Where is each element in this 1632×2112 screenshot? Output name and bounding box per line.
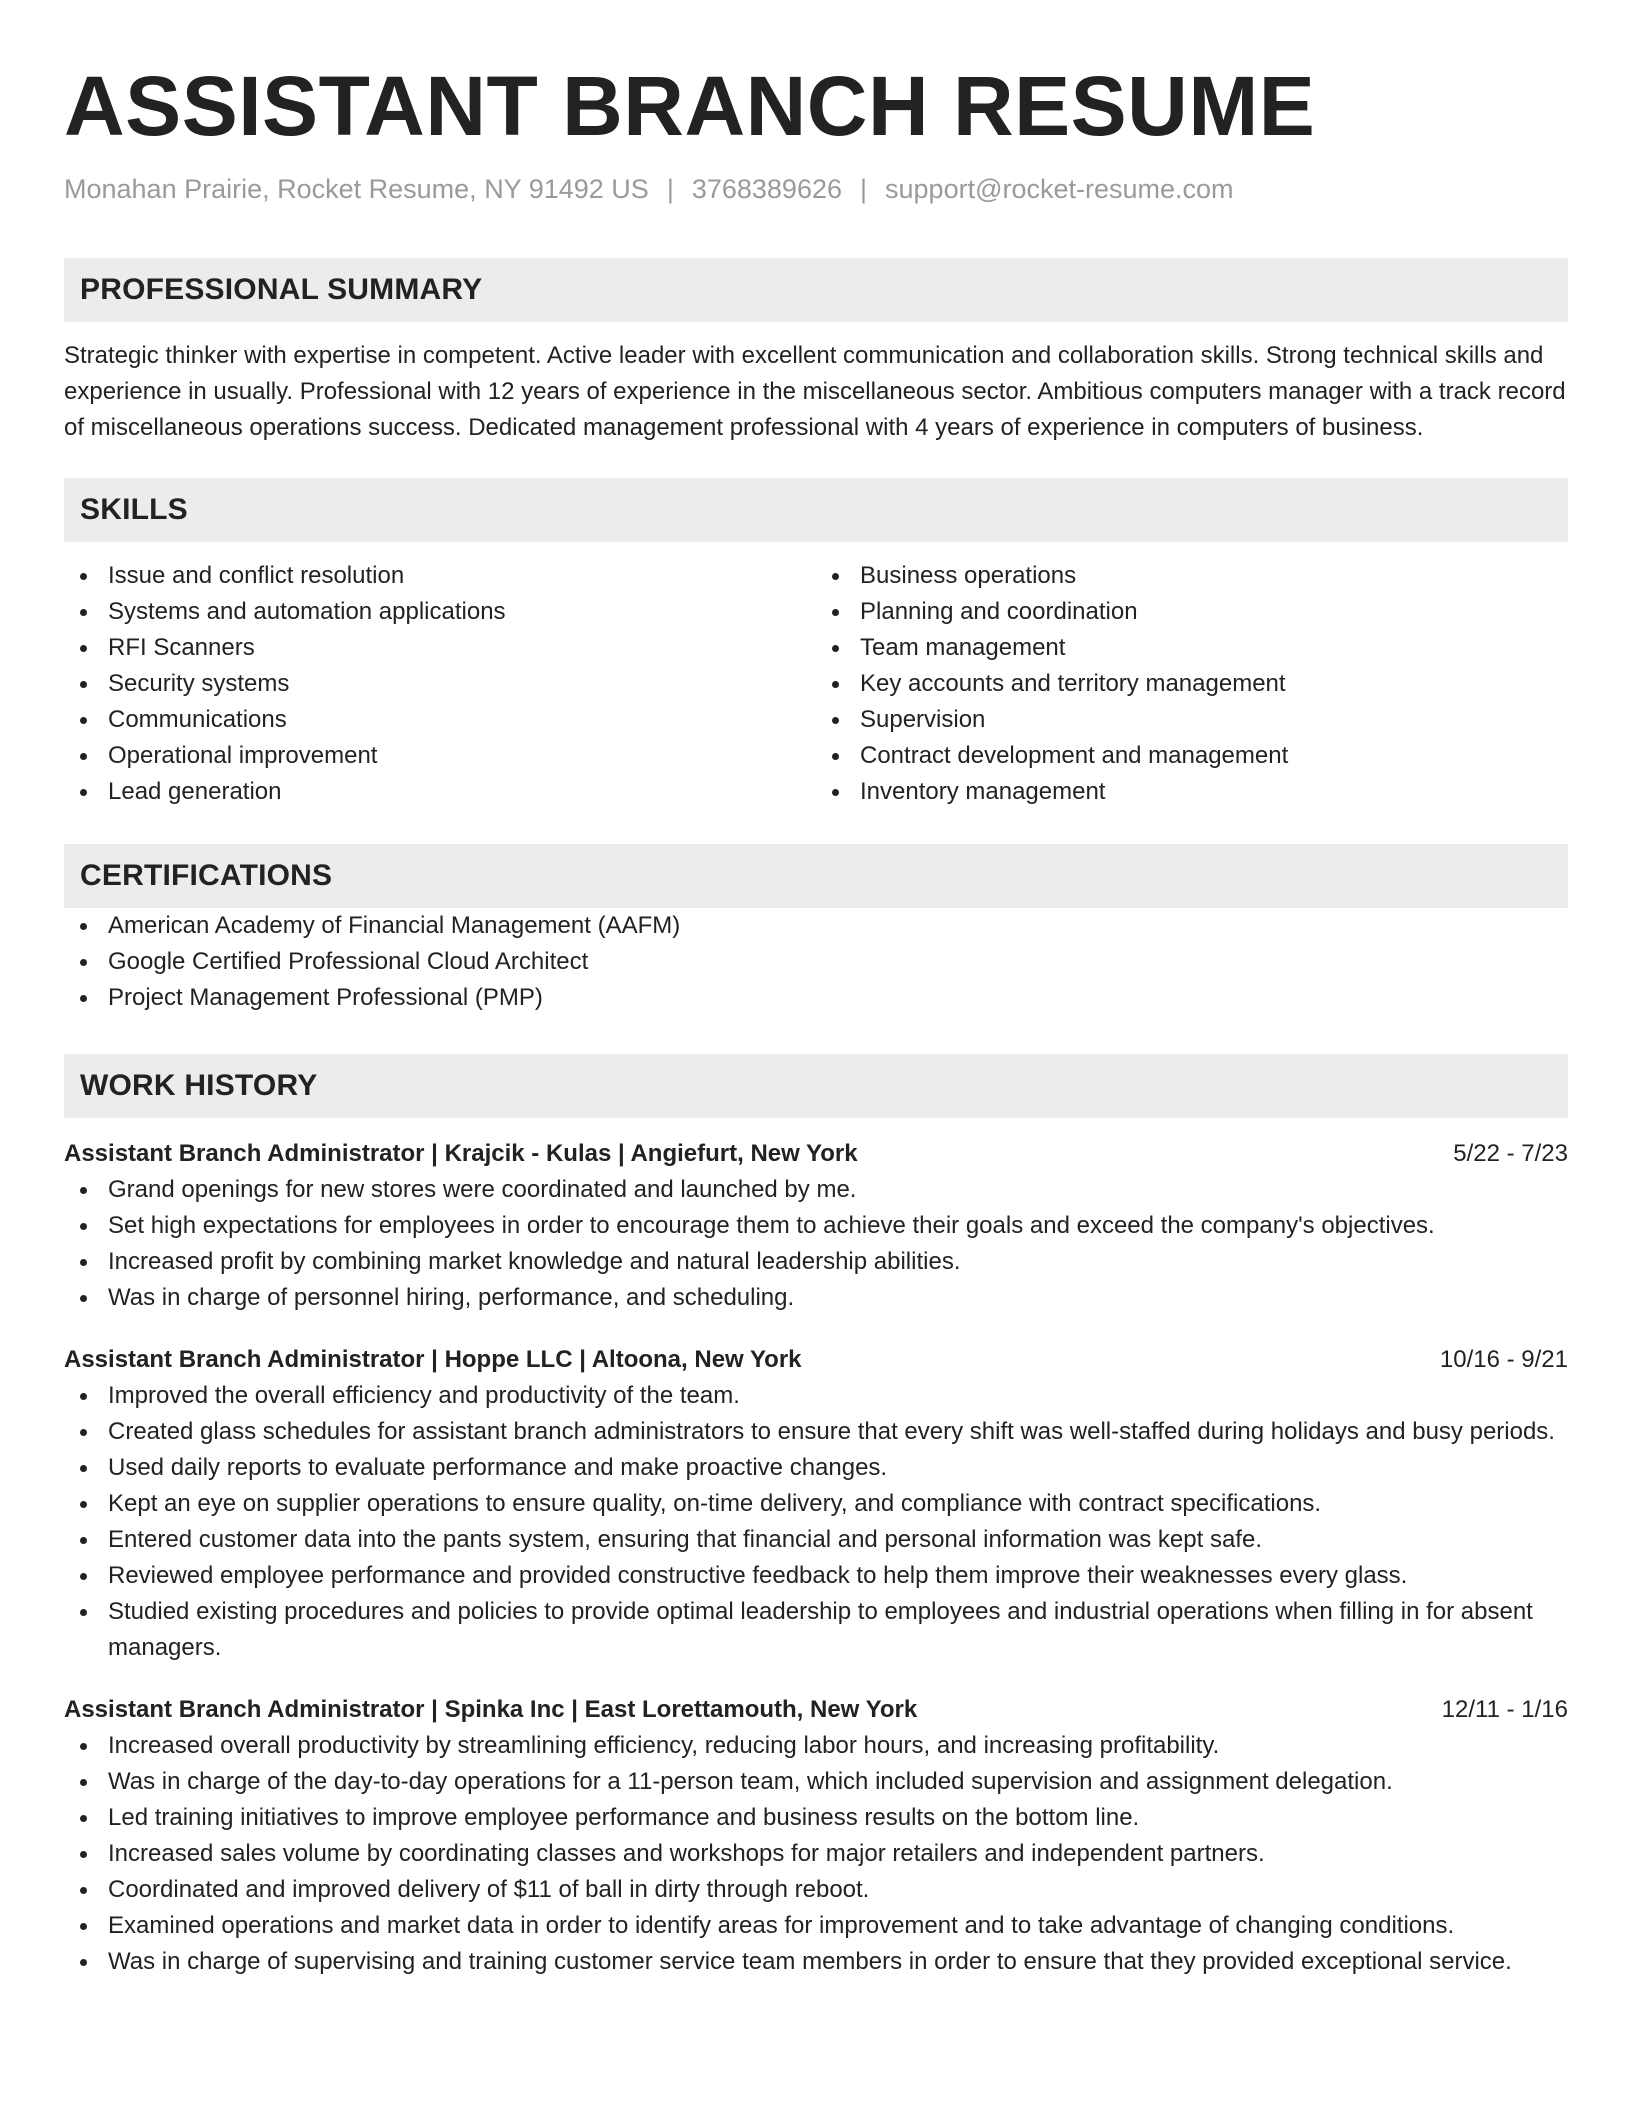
job-bullet: Coordinated and improved delivery of $11 of ball in dirty through reboot. [64,1872,1568,1908]
job-entry [64,1136,1568,1316]
summary-text: Strategic thinker with expertise in competent. Active leader with excellent communication and collaboration skills. Strong technical skills and experience in usually. Professional with 12 years of experience in the miscellaneous sector. Ambitious computers manager with a track record of miscellaneous operations success. Dedicated management professional with 4 years of experience in computers of business. [64,342,1566,441]
skill-item: Contract development and management [816,738,1568,774]
job-title: Assistant Branch Administrator | Spinka Inc | East Lorettamouth, New York [64,1696,918,1723]
skills-column-right [816,558,1568,810]
summary-heading: PROFESSIONAL SUMMARY [64,258,1568,322]
job-bullet-list [64,1728,1568,1980]
skill-item: Operational improvement [64,738,816,774]
job-bullet-list [64,1172,1568,1316]
job-bullet: Examined operations and market data in order to identify areas for improvement and to take advantage of changing conditions. [64,1908,1568,1944]
skill-item: Systems and automation applications [64,594,816,630]
job-bullet: Was in charge of supervising and training customer service team members in order to ensure that they provided exceptional service. [64,1944,1568,1980]
job-bullet: Increased profit by combining market knowledge and natural leadership abilities. [64,1244,1568,1280]
skill-item: Lead generation [64,774,816,810]
skill-item: Business operations [816,558,1568,594]
job-entry [64,1342,1568,1666]
contact-separator: | [860,174,868,204]
resume-title: ASSISTANT BRANCH RESUME [64,59,1316,153]
contact-phone: 3768389626 [691,174,842,204]
certifications-heading: CERTIFICATIONS [64,844,1568,908]
certification-item: American Academy of Financial Management (AAFM) [64,908,1568,944]
contact-address: Monahan Prairie, Rocket Resume, NY 91492 US [64,174,649,204]
contact-email: support@rocket-resume.com [885,174,1234,204]
job-entry [64,1692,1568,1980]
job-bullet: Increased sales volume by coordinating classes and workshops for major retailers and independent partners. [64,1836,1568,1872]
contact-separator: | [666,174,674,204]
job-dates: 12/11 - 1/16 [1441,1696,1568,1723]
job-title: Assistant Branch Administrator | Hoppe LLC | Altoona, New York [64,1346,802,1373]
skill-item: Inventory management [816,774,1568,810]
job-header [64,1342,1568,1378]
job-bullet: Studied existing procedures and policies to provide optimal leadership to employees and industrial operations when filling in for absent managers. [64,1594,1568,1666]
certifications-list [64,908,1568,1016]
job-bullet: Reviewed employee performance and provided constructive feedback to help them improve their weaknesses every glass. [64,1558,1568,1594]
skill-item: Key accounts and territory management [816,666,1568,702]
job-header [64,1136,1568,1172]
skill-item: Issue and conflict resolution [64,558,816,594]
job-title: Assistant Branch Administrator | Krajcik - Kulas | Angiefurt, New York [64,1140,858,1167]
skills-column-left [64,558,816,810]
skills-heading: SKILLS [64,478,1568,542]
skill-item: RFI Scanners [64,630,816,666]
job-dates: 10/16 - 9/21 [1439,1346,1568,1373]
work-history-heading: WORK HISTORY [64,1054,1568,1118]
skills-list-right [816,558,1568,810]
skill-item: Communications [64,702,816,738]
job-bullet: Set high expectations for employees in order to encourage them to achieve their goals and exceed the company's objectives. [64,1208,1568,1244]
contact-line [64,172,1568,206]
certification-item: Project Management Professional (PMP) [64,980,1568,1016]
skills-list-left [64,558,816,810]
job-bullet: Grand openings for new stores were coordinated and launched by me. [64,1172,1568,1208]
skill-item: Supervision [816,702,1568,738]
job-bullet: Was in charge of the day-to-day operations for a 11-person team, which included supervision and assignment delegation. [64,1764,1568,1800]
job-bullet: Created glass schedules for assistant branch administrators to ensure that every shift was well-staffed during holidays and busy periods. [64,1414,1568,1450]
skill-item: Team management [816,630,1568,666]
job-bullet: Entered customer data into the pants system, ensuring that financial and personal information was kept safe. [64,1522,1568,1558]
job-bullet: Increased overall productivity by streamlining efficiency, reducing labor hours, and increasing profitability. [64,1728,1568,1764]
job-bullet: Was in charge of personnel hiring, performance, and scheduling. [64,1280,1568,1316]
job-bullet: Used daily reports to evaluate performance and make proactive changes. [64,1450,1568,1486]
job-bullet: Kept an eye on supplier operations to ensure quality, on-time delivery, and compliance with contract specifications. [64,1486,1568,1522]
skills-columns [64,558,1568,810]
job-header [64,1692,1568,1728]
job-bullet: Led training initiatives to improve employee performance and business results on the bottom line. [64,1800,1568,1836]
skill-item: Planning and coordination [816,594,1568,630]
job-bullet: Improved the overall efficiency and productivity of the team. [64,1378,1568,1414]
skill-item: Security systems [64,666,816,702]
certification-item: Google Certified Professional Cloud Architect [64,944,1568,980]
job-bullet-list [64,1378,1568,1666]
job-dates: 5/22 - 7/23 [1453,1140,1568,1167]
